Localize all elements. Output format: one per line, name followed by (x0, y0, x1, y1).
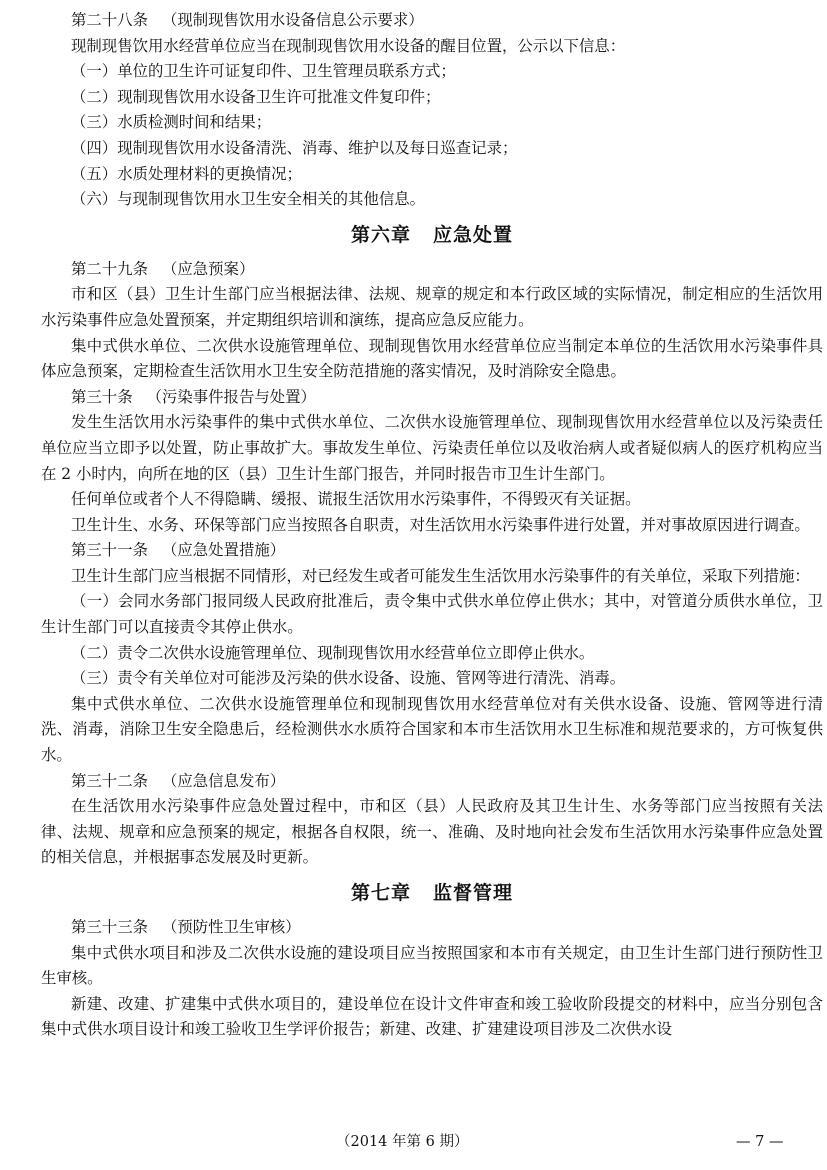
page-footer (0, 1128, 827, 1156)
body-paragraph: 发生生活饮用水污染事件的集中式供水单位、二次供水设施管理单位、现制现售饮用水经营单位以及污染责任单位应当立即予以处置，防止事故扩大。事故发生单位、污染责任单位以及收治病人或者疑似病人的医疗机构应当在 2 小时内，向所在地的区（县）卫生计生部门报告，并同时报告市卫生计生部门。 (41, 413, 823, 483)
body-paragraph: 新建、改建、扩建集中式供水项目的，建设单位在设计文件审查和竣工验收阶段提交的材料中，应当分别包含集中式供水项目设计和竣工验收卫生学评价报告；新建、改建、扩建建设项目涉及二次供水设 (41, 994, 823, 1039)
article-number: 第三十三条 (71, 918, 148, 936)
body-paragraph: 任何单位或者个人不得隐瞒、缓报、谎报生活饮用水污染事件，不得毁灭有关证据。 (71, 490, 641, 509)
article-title: （预防性卫生审核） (161, 918, 301, 936)
body-paragraph: 集中式供水单位、二次供水设施管理单位和现制现售饮用水经营单位对有关供水设备、设施、管网等进行清洗、消毒，消除卫生安全隐患后，经检测供水水质符合国家和本市生活饮用水卫生标准和规范要求的，方可恢复供水。 (41, 694, 823, 765)
article-number: 第三十条 (71, 387, 133, 406)
article-heading (41, 769, 823, 795)
article-title: （应急处置措施） (161, 541, 286, 560)
body-paragraph: 集中式供水项目和涉及二次供水设施的建设项目应当按照国家和本市有关规定，由卫生计生部门进行预防性卫生审核。 (41, 943, 823, 988)
body-paragraph: 集中式供水单位、二次供水设施管理单位、现制现售饮用水经营单位应当制定本单位的生活饮用水污染事件具体应急预案，定期检查生活饮用水卫生安全防范措施的落实情况，及时消除安全隐患。 (41, 336, 823, 381)
chapter-title: 监督管理 (433, 882, 514, 904)
article-heading (41, 538, 823, 564)
article-heading (41, 915, 823, 941)
body-paragraph: （二）现制现售饮用水设备卫生许可批准文件复印件； (71, 87, 441, 106)
article-title: （应急预案） (161, 259, 255, 278)
chapter-number: 第七章 (350, 882, 411, 904)
body-paragraph: （三）责令有关单位对可能涉及污染的供水设备、设施、管网等进行清洗、消毒。 (71, 669, 626, 688)
body-paragraph: 现制现售饮用水经营单位应当在现制现售饮用水设备的醒目位置，公示以下信息： (71, 36, 626, 55)
article-number: 第三十二条 (71, 771, 148, 790)
body-paragraph: 卫生计生部门应当根据不同情形，对已经发生或者可能发生生活饮用水污染事件的有关单位，采取下列措施： (71, 566, 810, 585)
document-body (41, 8, 823, 1043)
body-paragraph: （四）现制现售饮用水设备清洗、消毒、维护以及每日巡查记录； (71, 138, 518, 157)
body-paragraph: 卫生计生、水务、环保等部门应当按照各自职责，对生活饮用水污染事件进行处置，并对事故原因进行调查。 (71, 515, 810, 534)
body-paragraph: （一）单位的卫生许可证复印件、卫生管理员联系方式； (71, 62, 456, 81)
article-number: 第二十九条 (71, 259, 148, 278)
article-number: 第三十一条 (71, 541, 148, 560)
chapter-heading (41, 213, 823, 257)
issue-label: （2014 年第 6 期） (336, 1134, 469, 1150)
body-paragraph: （五）水质处理材料的更换情况； (71, 164, 302, 183)
article-heading (41, 8, 823, 34)
article-title: （应急信息发布） (161, 771, 286, 790)
article-title: （污染事件报告与处置） (146, 387, 316, 406)
chapter-number: 第六章 (350, 223, 411, 246)
body-paragraph: 在生活饮用水污染事件应急处置过程中，市和区（县）人民政府及其卫生计生、水务等部门应当按照有关法律、法规、规章和应急预案的规定，根据各自权限，统一、准确、及时地向社会发布生活饮用水污染事件应急处置的相关信息，并根据事态发展及时更新。 (41, 797, 823, 867)
body-paragraph: （三）水质检测时间和结果； (71, 113, 272, 132)
article-number: 第二十八条 (71, 11, 148, 29)
body-paragraph: （一）会同水务部门报同级人民政府批准后，责令集中式供水单位停止供水；其中，对管道分质供水单位，卫生计生部门可以直接责令其停止供水。 (41, 592, 823, 637)
body-paragraph: 市和区（县）卫生计生部门应当根据法律、法规、规章的规定和本行政区域的实际情况，制定相应的生活饮用水污染事件应急处置预案，并定期组织培训和演练，提高应急反应能力。 (41, 285, 823, 329)
body-paragraph: （二）责令二次供水设施管理单位、现制现售饮用水经营单位立即停止供水。 (71, 643, 595, 662)
article-heading (41, 257, 823, 283)
article-heading (41, 385, 823, 411)
body-paragraph: （六）与现制现售饮用水卫生安全相关的其他信息。 (71, 190, 426, 209)
chapter-heading (41, 871, 823, 915)
chapter-title: 应急处置 (433, 223, 514, 246)
page-number: — 7 — (736, 1134, 784, 1150)
article-title: （现制现售饮用水设备信息公示要求） (161, 11, 424, 29)
